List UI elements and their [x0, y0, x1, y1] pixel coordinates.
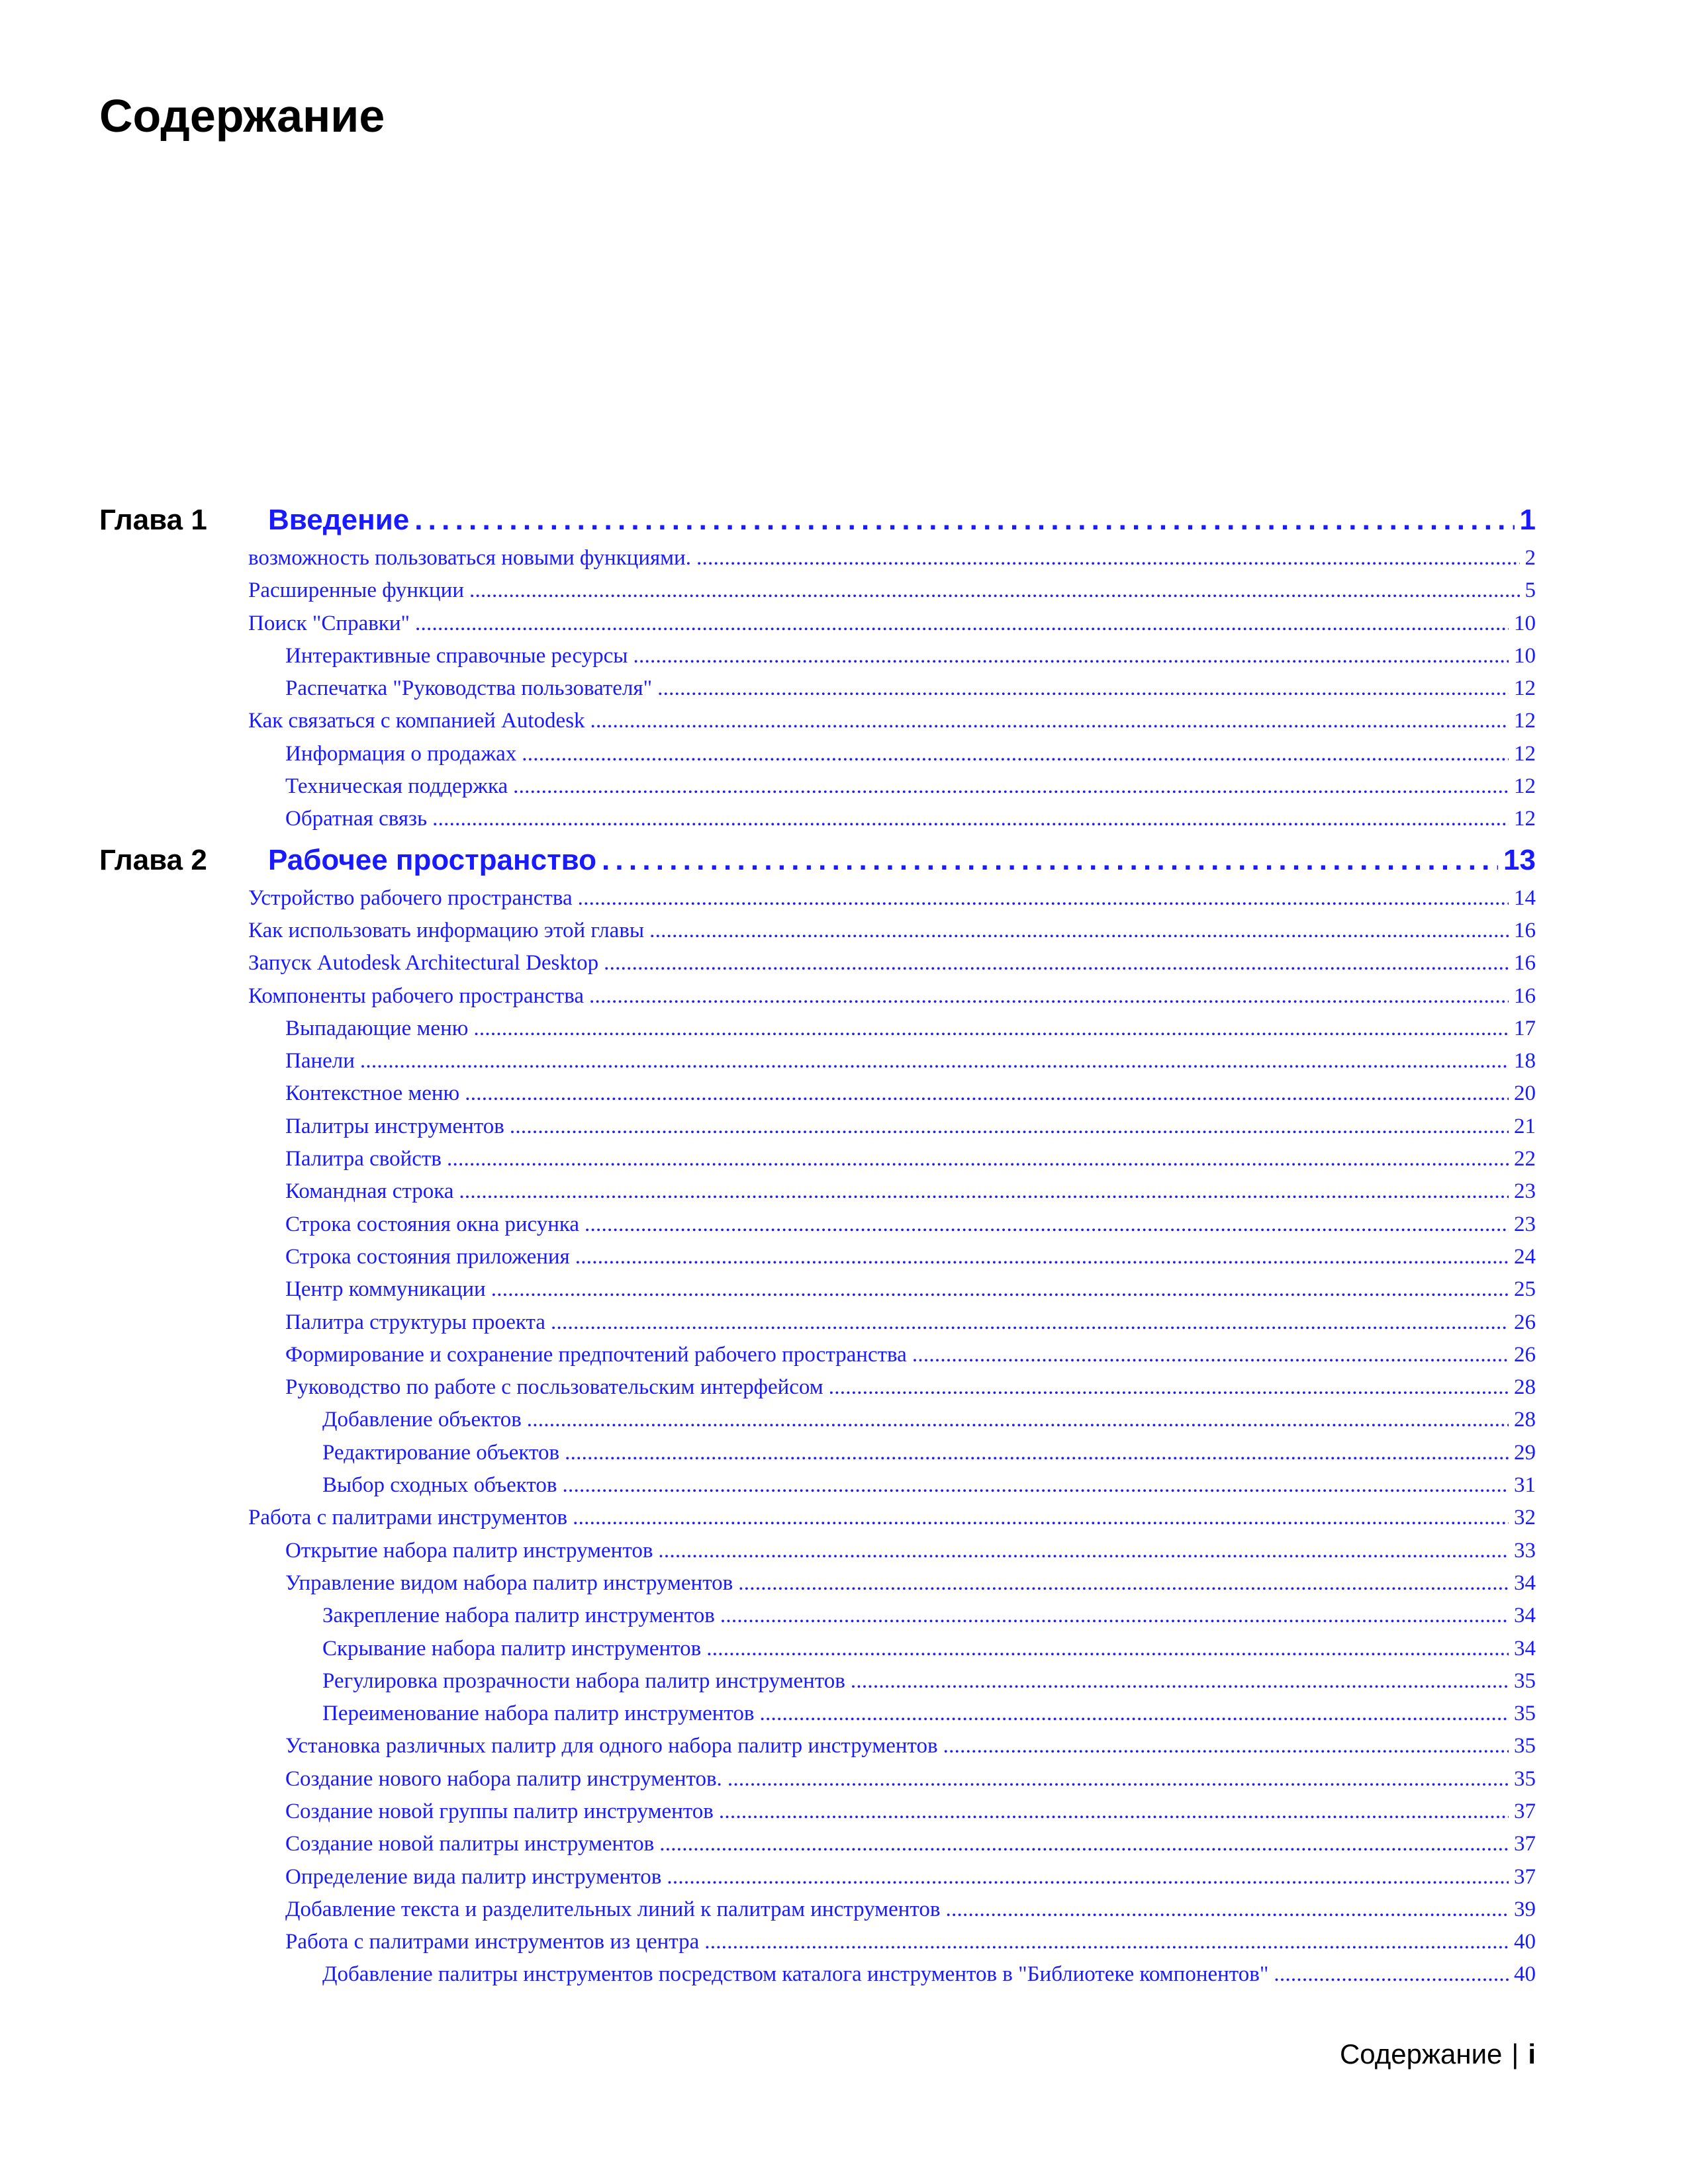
toc-entry-title: Поиск "Справки"	[248, 611, 410, 635]
dot-leader	[659, 1832, 1509, 1856]
toc-entry[interactable]	[99, 1343, 1536, 1375]
toc-entry[interactable]	[99, 1441, 1536, 1473]
toc-entry-page-number: 10	[1514, 643, 1536, 668]
dot-leader	[696, 546, 1520, 570]
toc-entry-title: Компоненты рабочего пространства	[248, 983, 585, 1008]
dot-leader	[527, 1408, 1509, 1432]
dot-leader	[633, 644, 1509, 668]
dot-leader	[459, 1179, 1509, 1204]
toc-entry[interactable]	[99, 546, 1536, 578]
toc-entry-page-number: 10	[1514, 611, 1536, 635]
toc-entry-title: возможность пользоваться новыми функциями.	[248, 546, 691, 570]
dot-leader	[469, 578, 1520, 603]
dot-leader	[414, 504, 1514, 537]
dot-leader	[943, 1734, 1509, 1758]
toc-entry[interactable]	[99, 1962, 1536, 1995]
toc-entry-title: Контекстное меню	[285, 1081, 460, 1106]
toc-entry-page-number: 20	[1514, 1081, 1536, 1106]
toc-entry[interactable]	[99, 984, 1536, 1017]
toc-entry[interactable]	[99, 1930, 1536, 1962]
toc-entry-title: Добавление текста и разделительных линий к палитрам инструментов	[285, 1897, 941, 1921]
toc-entry-page-number: 34	[1514, 1636, 1536, 1661]
chapter-heading	[99, 504, 1536, 546]
toc-entry-title: Работа с палитрами инструментов	[248, 1506, 568, 1530]
toc-entry-page-number: 17	[1514, 1016, 1536, 1040]
chapter-heading	[99, 844, 1536, 886]
toc-entry-title: Как связаться с компанией Autodesk	[248, 709, 585, 733]
toc-entry-page-number: 12	[1514, 774, 1536, 799]
toc-entry-page-number: 37	[1514, 1799, 1536, 1823]
toc-entry[interactable]	[99, 1506, 1536, 1538]
toc-entry[interactable]	[99, 676, 1536, 709]
toc-entry[interactable]	[99, 1147, 1536, 1179]
toc-entry[interactable]	[99, 1832, 1536, 1864]
dot-leader	[415, 612, 1509, 636]
toc-entry-page-number: 35	[1514, 1668, 1536, 1693]
toc-entry-title: Интерактивные справочные ресурсы	[285, 643, 628, 668]
toc-entry-page-number: 39	[1514, 1897, 1536, 1921]
dot-leader	[719, 1799, 1509, 1824]
dot-leader	[727, 1767, 1509, 1792]
toc-entry[interactable]	[99, 886, 1536, 919]
toc-entry-title: Расширенные функции	[248, 578, 464, 603]
toc-entry-title: Регулировка прозрачности набора палитр инструментов	[322, 1668, 845, 1693]
toc-entry-page-number: 28	[1514, 1375, 1536, 1400]
dot-leader	[706, 1637, 1509, 1661]
toc-entry[interactable]	[99, 1702, 1536, 1734]
toc-entry-page-number: 34	[1514, 1570, 1536, 1595]
toc-entry-page-number: 37	[1514, 1864, 1536, 1889]
toc-entry-page-number: 16	[1514, 951, 1536, 976]
toc-entry-page-number: 35	[1514, 1702, 1536, 1726]
dot-leader	[573, 1506, 1509, 1530]
dot-leader	[759, 1702, 1509, 1726]
toc-entry-title: Центр коммуникации	[285, 1277, 486, 1302]
dot-leader	[432, 807, 1509, 831]
toc-entry-page-number: 32	[1514, 1506, 1536, 1530]
toc-entry[interactable]	[99, 1310, 1536, 1343]
toc-entry-page-number: 31	[1514, 1473, 1536, 1498]
toc-entry-title: Информация о продажах	[285, 741, 517, 766]
toc-entry[interactable]	[99, 807, 1536, 839]
toc-entry[interactable]	[99, 1604, 1536, 1636]
dot-leader	[447, 1147, 1509, 1171]
toc-entry-page-number: 5	[1524, 578, 1536, 603]
dot-leader	[1274, 1962, 1509, 1987]
chapter-page-number: 1	[1519, 504, 1536, 536]
toc-entry-title: Определение вида палитр инструментов	[285, 1864, 662, 1889]
toc-entry[interactable]	[99, 1473, 1536, 1506]
dot-leader	[912, 1343, 1509, 1367]
dot-leader	[465, 1081, 1509, 1106]
toc-entry-page-number: 23	[1514, 1179, 1536, 1204]
toc-entry-title: Панели	[285, 1049, 355, 1073]
dot-leader	[829, 1375, 1509, 1400]
toc-entry-title: Создание новой палитры инструментов	[285, 1832, 655, 1856]
toc-entry[interactable]	[99, 578, 1536, 611]
dot-leader	[491, 1277, 1509, 1302]
dot-leader	[473, 1017, 1509, 1041]
toc-entry-page-number: 35	[1514, 1766, 1536, 1791]
toc-entry-page-number: 18	[1514, 1049, 1536, 1073]
footer-separator: |	[1511, 2038, 1519, 2070]
dot-leader	[565, 1441, 1509, 1465]
chapter-title: Рабочее пространство	[268, 843, 596, 876]
dot-leader	[704, 1930, 1509, 1954]
toc-entry-title: Открытие набора палитр инструментов	[285, 1538, 653, 1563]
toc-entry[interactable]	[99, 644, 1536, 676]
toc-entry-title: Работа с палитрами инструментов из центра	[285, 1930, 700, 1954]
toc-entry[interactable]	[99, 1767, 1536, 1799]
toc-entry[interactable]	[99, 1245, 1536, 1277]
toc-entry-page-number: 12	[1514, 709, 1536, 733]
toc-entry-page-number: 21	[1514, 1114, 1536, 1138]
footer-page-number: i	[1528, 2038, 1536, 2070]
toc-entry[interactable]	[99, 1212, 1536, 1245]
toc-entry[interactable]	[99, 1017, 1536, 1049]
toc-entry-title: Установка различных палитр для одного набора палитр инструментов	[285, 1734, 938, 1758]
dot-leader	[657, 676, 1509, 701]
toc-entry-title: Редактирование объектов	[322, 1440, 560, 1465]
dot-leader	[738, 1571, 1509, 1596]
toc-entry[interactable]	[99, 612, 1536, 644]
toc-entry[interactable]	[99, 1179, 1536, 1212]
toc-entry-page-number: 12	[1514, 807, 1536, 831]
dot-leader	[589, 984, 1509, 1009]
toc-entry[interactable]	[99, 1115, 1536, 1147]
toc-entry[interactable]	[99, 742, 1536, 774]
toc-entry-title: Выбор сходных объектов	[322, 1473, 557, 1498]
toc-entry[interactable]	[99, 1408, 1536, 1440]
toc-entry-title: Устройство рабочего пространства	[248, 886, 573, 910]
dot-leader	[513, 774, 1509, 799]
toc-entry-title: Запуск Autodesk Architectural Desktop	[248, 951, 599, 976]
toc-entry-page-number: 2	[1524, 546, 1536, 570]
toc-entry[interactable]	[99, 1734, 1536, 1766]
dot-leader	[851, 1669, 1509, 1694]
toc-entry-page-number: 23	[1514, 1212, 1536, 1236]
toc-entry-page-number: 12	[1514, 676, 1536, 701]
toc-entry-page-number: 24	[1514, 1244, 1536, 1269]
dot-leader	[562, 1473, 1509, 1498]
toc-entry[interactable]	[99, 1539, 1536, 1571]
toc-entry-page-number: 34	[1514, 1604, 1536, 1628]
toc-entry-title: Строка состояния окна рисунка	[285, 1212, 580, 1236]
dot-leader	[658, 1539, 1509, 1563]
dot-leader	[510, 1115, 1509, 1139]
toc-entry[interactable]	[99, 1277, 1536, 1310]
toc-entry-page-number: 16	[1514, 918, 1536, 942]
dot-leader	[360, 1049, 1509, 1073]
chapter-label: Глава 2	[99, 843, 207, 876]
toc-entry-title: Скрывание набора палитр инструментов	[322, 1636, 702, 1661]
toc-entry-page-number: 26	[1514, 1342, 1536, 1367]
toc-entry[interactable]	[99, 1669, 1536, 1702]
toc-entry-title: Строка состояния приложения	[285, 1244, 570, 1269]
toc-entry-title: Командная строка	[285, 1179, 454, 1204]
table-of-contents	[99, 500, 1536, 1995]
toc-entry-title: Как использовать информацию этой главы	[248, 918, 645, 942]
toc-entry-title: Добавление палитры инструментов посредством каталога инструментов в "Библиотеке компонентов"	[322, 1962, 1269, 1987]
toc-entry[interactable]	[99, 1637, 1536, 1669]
dot-leader	[551, 1310, 1509, 1335]
dot-leader	[590, 709, 1509, 733]
toc-entry[interactable]	[99, 1049, 1536, 1081]
toc-entry[interactable]	[99, 1571, 1536, 1604]
toc-entry-title: Создание новой группы палитр инструментов	[285, 1799, 714, 1823]
toc-entry-page-number: 22	[1514, 1147, 1536, 1171]
dot-leader	[649, 919, 1509, 943]
toc-entry-title: Распечатка "Руководства пользователя"	[285, 676, 653, 701]
toc-entry-page-number: 12	[1514, 741, 1536, 766]
toc-entry-title: Палитра структуры проекта	[285, 1310, 545, 1334]
toc-entry-title: Руководство по работе с посльзовательским интерфейсом	[285, 1375, 823, 1400]
dot-leader	[585, 1212, 1509, 1237]
toc-entry[interactable]	[99, 1081, 1536, 1114]
toc-entry[interactable]	[99, 1375, 1536, 1408]
page-footer	[1340, 2038, 1536, 2070]
toc-entry-title: Палитра свойств	[285, 1147, 442, 1171]
toc-entry-page-number: 28	[1514, 1408, 1536, 1432]
toc-entry-title: Техническая поддержка	[285, 774, 508, 799]
chapter-link[interactable]	[268, 844, 1536, 877]
dot-leader	[720, 1604, 1509, 1628]
toc-entry-title: Добавление объектов	[322, 1408, 522, 1432]
toc-entry-title: Палитры инструментов	[285, 1114, 504, 1138]
dot-leader	[602, 844, 1498, 877]
toc-entry-page-number: 37	[1514, 1832, 1536, 1856]
toc-entry-page-number: 16	[1514, 983, 1536, 1008]
toc-entry-title: Создание нового набора палитр инструментов.	[285, 1766, 722, 1791]
chapter-title: Введение	[268, 504, 410, 536]
chapter-page-number: 13	[1503, 843, 1536, 876]
toc-entry[interactable]	[99, 709, 1536, 741]
toc-entry[interactable]	[99, 774, 1536, 807]
dot-leader	[667, 1865, 1509, 1889]
toc-entry-page-number: 25	[1514, 1277, 1536, 1302]
footer-label: Содержание	[1339, 2038, 1503, 2070]
toc-entry-title: Закрепление набора палитр инструментов	[322, 1604, 715, 1628]
dot-leader	[945, 1897, 1509, 1922]
toc-entry[interactable]	[99, 919, 1536, 951]
toc-entry-title: Формирование и сохранение предпочтений рабочего пространства	[285, 1342, 907, 1367]
toc-entry-title: Управление видом набора палитр инструментов	[285, 1570, 733, 1595]
toc-entry-title: Переименование набора палитр инструментов	[322, 1702, 755, 1726]
toc-entry[interactable]	[99, 1897, 1536, 1930]
toc-entry[interactable]	[99, 1865, 1536, 1897]
dot-leader	[522, 742, 1509, 766]
toc-entry-page-number: 40	[1514, 1962, 1536, 1987]
toc-entry-page-number: 26	[1514, 1310, 1536, 1334]
page-title: Содержание	[99, 90, 385, 142]
dot-leader	[604, 951, 1509, 976]
dot-leader	[578, 886, 1509, 911]
toc-entry-page-number: 29	[1514, 1440, 1536, 1465]
dot-leader	[575, 1245, 1509, 1269]
toc-entry-page-number: 33	[1514, 1538, 1536, 1563]
toc-entry-title: Выпадающие меню	[285, 1016, 469, 1040]
toc-entry-page-number: 35	[1514, 1734, 1536, 1758]
toc-entry-title: Обратная связь	[285, 807, 428, 831]
toc-entry-page-number: 14	[1514, 886, 1536, 910]
toc-entry[interactable]	[99, 1799, 1536, 1832]
toc-entry-page-number: 40	[1514, 1930, 1536, 1954]
toc-entry[interactable]	[99, 951, 1536, 983]
chapter-label: Глава 1	[99, 504, 207, 536]
chapter-link[interactable]	[268, 504, 1536, 537]
